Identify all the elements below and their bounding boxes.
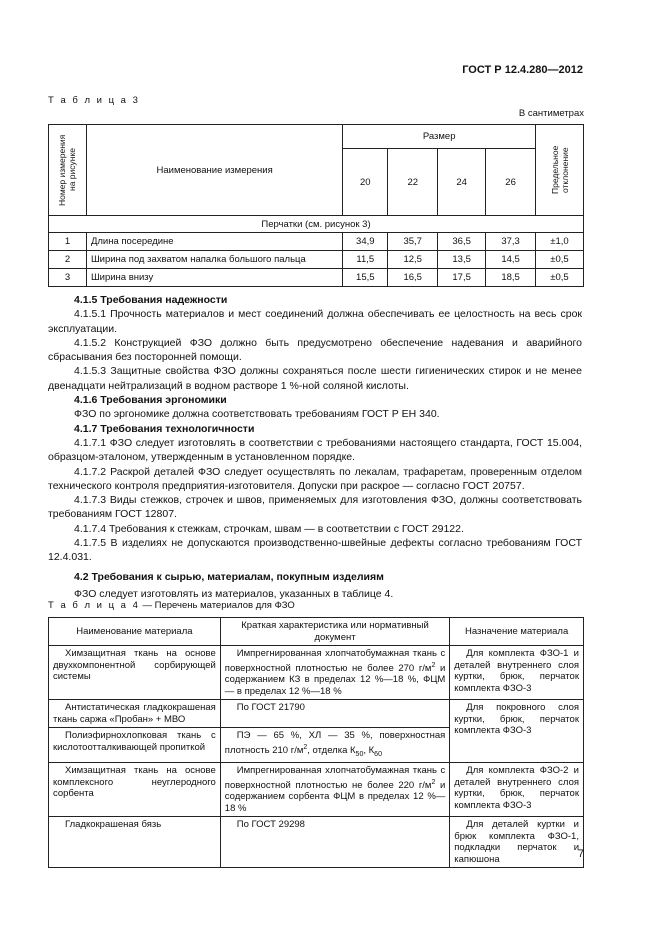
table3-size: 22: [388, 149, 438, 216]
table4-caption-label: Т а б л и ц а 4: [48, 600, 140, 611]
row-name: Ширина под захватом напалка большого пальца: [86, 251, 342, 269]
row-value: 34,9: [343, 233, 388, 251]
document-code: ГОСТ Р 12.4.280—2012: [462, 64, 583, 76]
row-value: 12,5: [388, 251, 438, 269]
table3: [48, 124, 584, 287]
table3-col-dev: Предельное отклонение: [536, 125, 584, 216]
table3-size: 20: [343, 149, 388, 216]
heading-4-2: 4.2 Требования к сырью, материалам, покупным изделиям: [74, 570, 384, 583]
paragraph: 4.1.7.5 В изделиях не допускаются производственно-швейные дефекты согласно требованиям ГОСТ 12.4.031.: [48, 537, 582, 564]
row-deviation: ±1,0: [536, 233, 584, 251]
table4-header: Наименование материала: [49, 618, 221, 646]
row-value: 14,5: [486, 251, 536, 269]
material-name: Химзащитная ткань на основе комплексного неуглеродного сорбента: [49, 763, 221, 817]
row-name: Длина посередине: [86, 233, 342, 251]
table4: [48, 617, 584, 868]
row-num: 2: [49, 251, 87, 269]
material-name: Антистатическая гладкокрашеная ткань саржа «Пробан» + МВО: [49, 700, 221, 728]
table-row: [49, 646, 584, 700]
table3-col-name: Наименование измерения: [86, 125, 342, 216]
paragraph: ФЗО следует изготовлять из материалов, указанных в таблице 4.: [74, 587, 394, 600]
paragraph: ФЗО по эргономике должна соответствовать требованиям ГОСТ Р ЕН 340.: [74, 408, 440, 421]
row-value: 35,7: [388, 233, 438, 251]
material-name: Химзащитная ткань на основе двухкомпонентной сорбирующей системы: [49, 646, 221, 700]
row-value: 15,5: [343, 269, 388, 287]
table-row: [49, 763, 584, 817]
row-value: 11,5: [343, 251, 388, 269]
material-characteristic: ПЭ — 65 %, ХЛ — 35 %, поверхностная плотность 210 $г/м^2$, отделка $К_{50}$, $К_{60}$: [220, 728, 449, 763]
material-purpose: Для комплекта ФЗО-2 и деталей внутреннего слоя куртки, брюк, перчаток комплекта ФЗО-3: [450, 763, 584, 817]
table4-header-row: [49, 618, 584, 646]
row-deviation: ±0,5: [536, 269, 584, 287]
row-value: 37,3: [486, 233, 536, 251]
material-characteristic: Импрегнированная хлопчатобумажная ткань с поверхностной плотностью не более 220 $г/м^2$ и содержанием сорбента ФЦМ в пределах 12 %—18 %: [220, 763, 449, 817]
material-purpose: Для комплекта ФЗО-1 и деталей внутреннего слоя куртки, брюк, перчаток комплекта ФЗО-3: [450, 646, 584, 700]
table3-section: Перчатки (см. рисунок 3): [49, 216, 584, 233]
material-name: Полиэфирнохлопковая ткань с кислотоотталкивающей пропиткой: [49, 728, 221, 763]
row-value: 36,5: [438, 233, 486, 251]
material-characteristic: По ГОСТ 29298: [220, 817, 449, 868]
row-value: 16,5: [388, 269, 438, 287]
row-deviation: ±0,5: [536, 251, 584, 269]
table3-section-row: [49, 216, 584, 233]
row-name: Ширина внизу: [86, 269, 342, 287]
table4-caption: [48, 600, 295, 611]
table-row: [49, 817, 584, 868]
paragraph: 4.1.5.2 Конструкцией ФЗО должно быть предусмотрено обеспечение надевания и аварийного сбрасывания без посторонней помощи.: [48, 336, 582, 364]
table-row: [49, 233, 584, 251]
heading-4-1-5: 4.1.5 Требования надежности: [74, 294, 228, 306]
table4-header: Назначение материала: [450, 618, 584, 646]
table3-size: 26: [486, 149, 536, 216]
row-value: 13,5: [438, 251, 486, 269]
table3-col-size: Размер: [343, 125, 536, 149]
table3-caption: Т а б л и ц а 3: [48, 95, 140, 106]
table-row: [49, 700, 584, 728]
row-value: 17,5: [438, 269, 486, 287]
table3-header-row: [49, 125, 584, 149]
paragraph: 4.1.7.4 Требования к стежкам, строчкам, швам — в соответствии с ГОСТ 29122.: [74, 522, 464, 535]
paragraph: 4.1.7.3 Виды стежков, строчек и швов, применяемых для изготовления ФЗО, должны соответствовать требованиям ГОСТ 12807.: [48, 494, 582, 521]
material-characteristic: Импрегнированная хлопчатобумажная ткань с поверхностной плотностью не более 270 $г/м^2$ и содержанием КЗ в пределах 12 %—18 %, ФЦМ — в пределах 12 %—18 %: [220, 646, 449, 700]
table-row: [49, 251, 584, 269]
material-purpose: Для покровного слоя куртки, брюк, перчаток комплекта ФЗО-3: [450, 700, 584, 763]
table4-caption-text: — Перечень материалов для ФЗО: [139, 600, 295, 611]
paragraph: 4.1.5.1 Прочность материалов и мест соединений должна обеспечивать ее целостность на весь срок эксплуатации.: [48, 308, 582, 335]
material-purpose: Для деталей куртки и брюк комплекта ФЗО-1, подкладки перчаток и капюшона: [450, 817, 584, 868]
heading-4-1-7: 4.1.7 Требования технологичности: [74, 422, 255, 435]
table3-col-num: Номер измерения на рисунке: [49, 125, 87, 216]
body-text: [48, 293, 582, 601]
row-num: 1: [49, 233, 87, 251]
material-characteristic: По ГОСТ 21790: [220, 700, 449, 728]
row-value: 18,5: [486, 269, 536, 287]
paragraph: 4.1.7.2 Раскрой деталей ФЗО следует осуществлять по лекалам, трафаретам, проверенным отделом технического контроля предприятия-изготовителя. Допуски при раскрое — согласно ГОСТ 20757.: [48, 465, 582, 492]
table3-units: В сантиметрах: [518, 108, 584, 119]
page-number: 7: [577, 848, 584, 860]
heading-4-1-6: 4.1.6 Требования эргономики: [74, 394, 227, 407]
material-name: Гладкокрашеная бязь: [49, 817, 221, 868]
table4-header: Краткая характеристика или нормативный документ: [220, 618, 449, 646]
paragraph: 4.1.7.1 ФЗО следует изготовлять в соответствии с требованиями настоящего стандарта, ГОСТ 15.004, образцом-эталоном, утвержденным в установленном порядке.: [48, 436, 582, 464]
paragraph: 4.1.5.3 Защитные свойства ФЗО должны сохраняться после шести гигиенических стирок и не менее двенадцати нейтрализаций в водном растворе 1 %-ной соляной кислоты.: [48, 365, 582, 392]
table3-size: 24: [438, 149, 486, 216]
table-row: [49, 269, 584, 287]
row-num: 3: [49, 269, 87, 287]
